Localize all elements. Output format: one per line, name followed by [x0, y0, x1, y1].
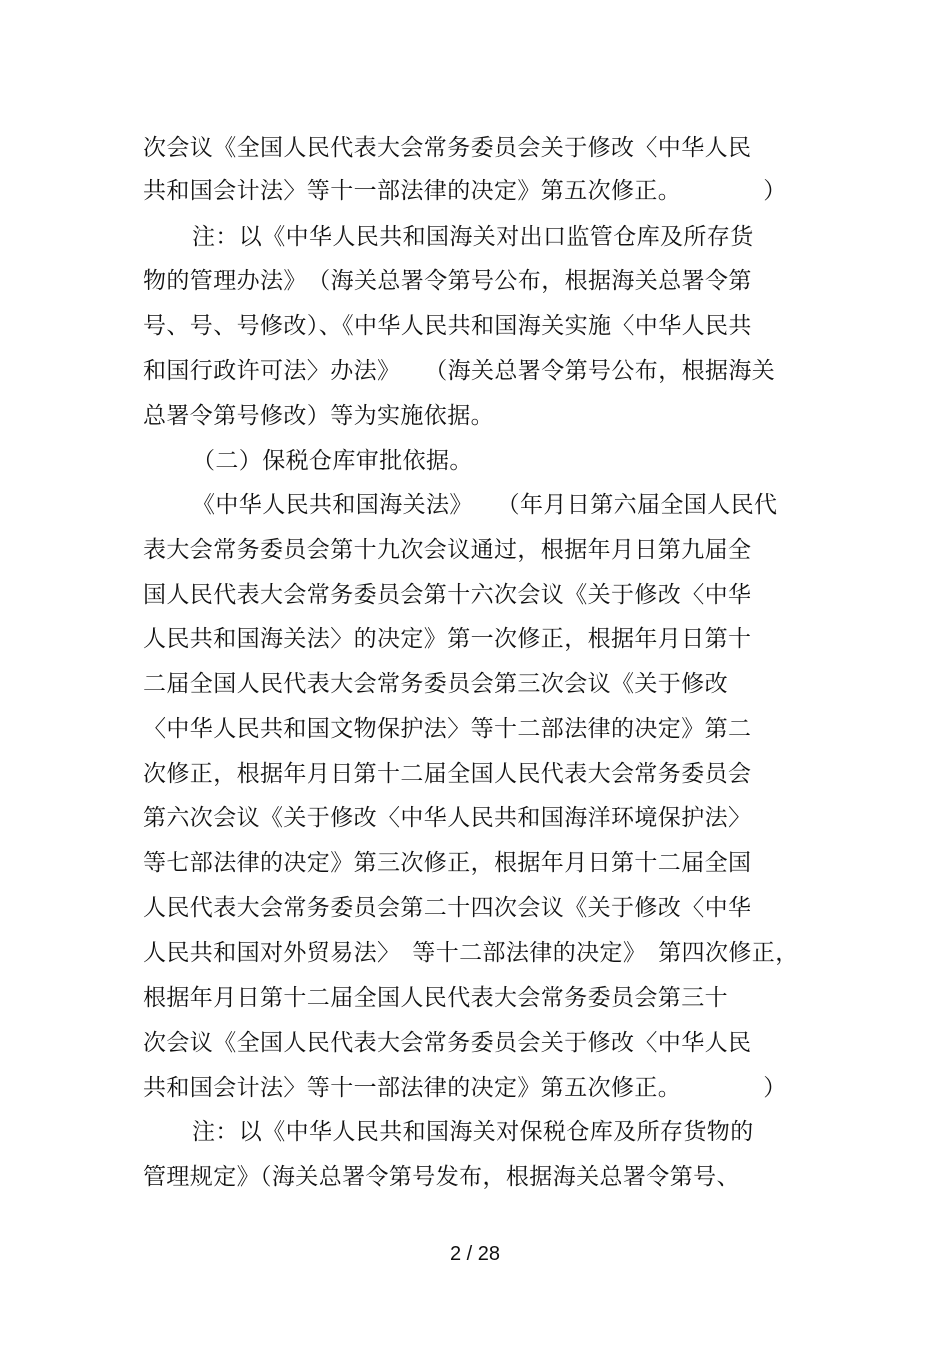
text-line: 和国行政许可法〉办法》 （海关总署令第号公布，根据海关 — [143, 358, 776, 384]
text-line: 次会议《全国人民代表大会常务委员会关于修改〈中华人民 — [143, 135, 752, 161]
text-line: 次会议《全国人民代表大会常务委员会关于修改〈中华人民 — [143, 1030, 752, 1056]
text-line: 人民代表大会常务委员会第二十四次会议《关于修改〈中华 — [143, 895, 752, 921]
text-line: 共和国会计法〉等十一部法律的决定》第五次修正。 ） — [143, 1075, 787, 1101]
text-line: 次修正，根据年月日第十二届全国人民代表大会常务委员会 — [143, 761, 752, 787]
text-line: 人民共和国海关法〉的决定》第一次修正，根据年月日第十 — [143, 626, 752, 652]
text-line: 号、号、号修改）、《中华人民共和国海关实施〈中华人民共 — [143, 313, 752, 339]
text-line: 共和国会计法〉等十一部法律的决定》第五次修正。 ） — [143, 178, 787, 204]
text-line: 〈中华人民共和国文物保护法〉等十二部法律的决定》第二 — [143, 716, 752, 742]
text-line: 国人民代表大会常务委员会第十六次会议《关于修改〈中华 — [143, 582, 752, 608]
text-line: 总署令第号修改）等为实施依据。 — [143, 403, 494, 429]
text-line: 《中华人民共和国海关法》 （年月日第六届全国人民代 — [192, 492, 778, 518]
text-line: 等七部法律的决定》第三次修正，根据年月日第十二届全国 — [143, 850, 752, 876]
text-line: 注：以《中华人民共和国海关对出口监管仓库及所存货 — [192, 224, 754, 250]
text-line: 注：以《中华人民共和国海关对保税仓库及所存货物的 — [192, 1119, 754, 1145]
page-number: 2 / 28 — [449, 1243, 501, 1265]
text-line: （二）保税仓库审批依据。 — [192, 448, 473, 474]
text-line: 二届全国人民代表大会常务委员会第三次会议《关于修改 — [143, 671, 728, 697]
text-line: 物的管理办法》 （海关总署令第号公布，根据海关总署令第 — [143, 268, 752, 294]
text-line: 管理规定》（海关总署令第号发布，根据海关总署令第号、 — [143, 1164, 740, 1190]
text-line: 表大会常务委员会第十九次会议通过，根据年月日第九届全 — [143, 537, 752, 563]
text-line: 第六次会议《关于修改〈中华人民共和国海洋环境保护法〉 — [143, 805, 752, 831]
text-line: 人民共和国对外贸易法〉 等十二部法律的决定》 第四次修正， — [143, 940, 799, 966]
text-line: 根据年月日第十二届全国人民代表大会常务委员会第三十 — [143, 985, 728, 1011]
